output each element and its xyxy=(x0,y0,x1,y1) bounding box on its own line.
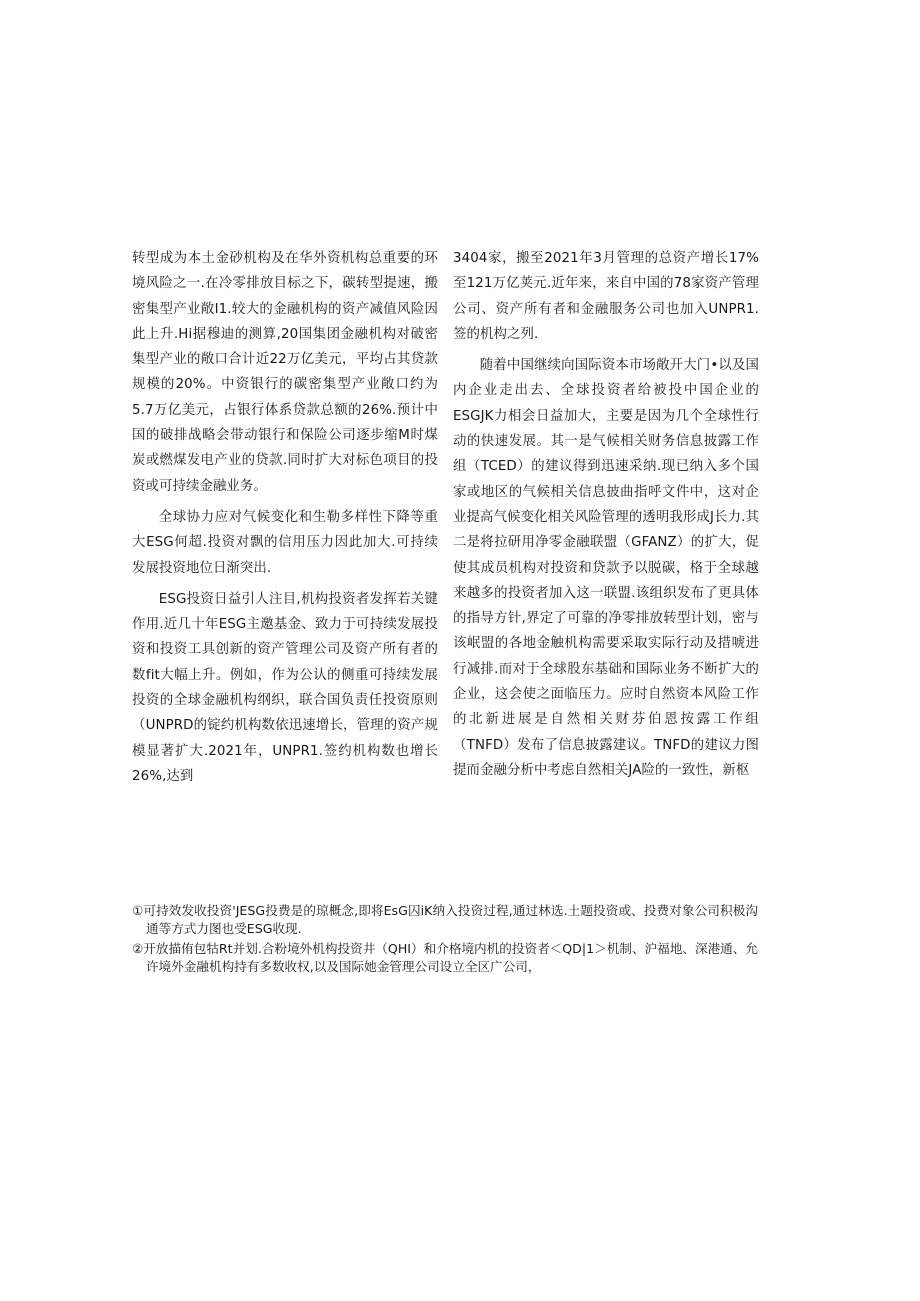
footnote-1: ①可持效发收投资'JESG投费是的琼概念,即将EsG囚iK纳入投资过程,通过林选.土题投资或、投费对象公司积极沟通等方式力图也受ESG收现. xyxy=(132,903,758,936)
right-paragraph-1: 3404家，搬至2021年3月管理的总资产增长17%至121万亿荚元.近年来，来自中国的78家资产管理公司、资产所有者和金融服务公司也加入UNPR1.签的机构之列. xyxy=(453,251,759,342)
left-paragraph-3: ESG投资日益引人注目,机构投资者发挥若关键作用.近几十年ESG主邀基金、致力于可持续发展投资和投资工具创新的资产管理公司及资产所有者的数fit大幅上升。例如，作为公认的侧重可持续发展投资的全球金融机构纲织，联合国负责任投资原则（UNPRD的锭约机构数依迅速增长，管理的资产规模显著扩大.2021年，UNPR1.签约机构数也增长26%,达到 xyxy=(132,591,438,784)
right-paragraph-2: 随着中国继续向国际资本市场敞开大门•以及国内企业走出去、全球投资者给被投中国企业的ESGJK力相会日益加大，主要是因为几个全球性行动的快速发展。其一是气候相关财务信息披露工作组（TCED）的建议得到迅速采纳.现已纳入多个国家或地区的气候相关信息披曲指呼文件中，这对企业提高气候变化相关风险管理的透明我形成J长力.其二是将拉研用净零金融联盟（GFANZ）的扩大，促使其成员机构对投资和贷款予以脱碳，格于全球越来越多的投资者加入这一联盟.该组织发布了更具体的指导方针,界定了可靠的净零排放转型计划，密与该岷盟的各地金触机构需要采取实际行动及措唬进行减排.而对于全球股东基础和国际业务不断扩大的企业，这会使之面临压力。应时自然资本风险工作的北新进展是自然相关财芬伯恩按露工作组（TNFD）发布了信息披露建议。TNFD的建议力图提而金融分析中考虑自然相关JA险的一致性，新枢 xyxy=(453,358,759,778)
left-paragraph-2: 全球协力应对气候变化和生勒多样性下降等重大ESG何超.投资对飘的信用压力因此加大.可持续发展投资地位日渐突出. xyxy=(132,509,438,576)
left-column xyxy=(132,246,438,789)
right-column xyxy=(453,246,759,783)
footnotes xyxy=(132,902,758,978)
left-paragraph-1: 转型成为本土金砂机构及在华外资机构总重要的环境风险之一.在冷零排放目标之下，碳转型提速，搬密集型产业敞I1.较大的金融机构的资产减值风险因此上升.Hi据穆迪的测算,20国集团金融机构对破密集型产业的敞口合计近22万亿美元，平均占其贷款规模的20%。中资银行的碳密集型产业敞口约为5.7万亿美元，占银行体系贷款总额的26%.预计中国的破排战略会带动银行和保险公司逐步缩M时煤炭或燃煤发电产业的贷款.同时扩大对标色项目的投资或可持续金融业务。 xyxy=(132,251,438,494)
footnote-2: ②开放描侑包牯Rt并划.合粉境外机构投资井（QHI）和介格境内机的投资者＜QD|1＞机制、沪福地、深港通、允许境外金融机构持有多数收权,以及国际她金管理公司设立全区广公司， xyxy=(132,941,758,974)
